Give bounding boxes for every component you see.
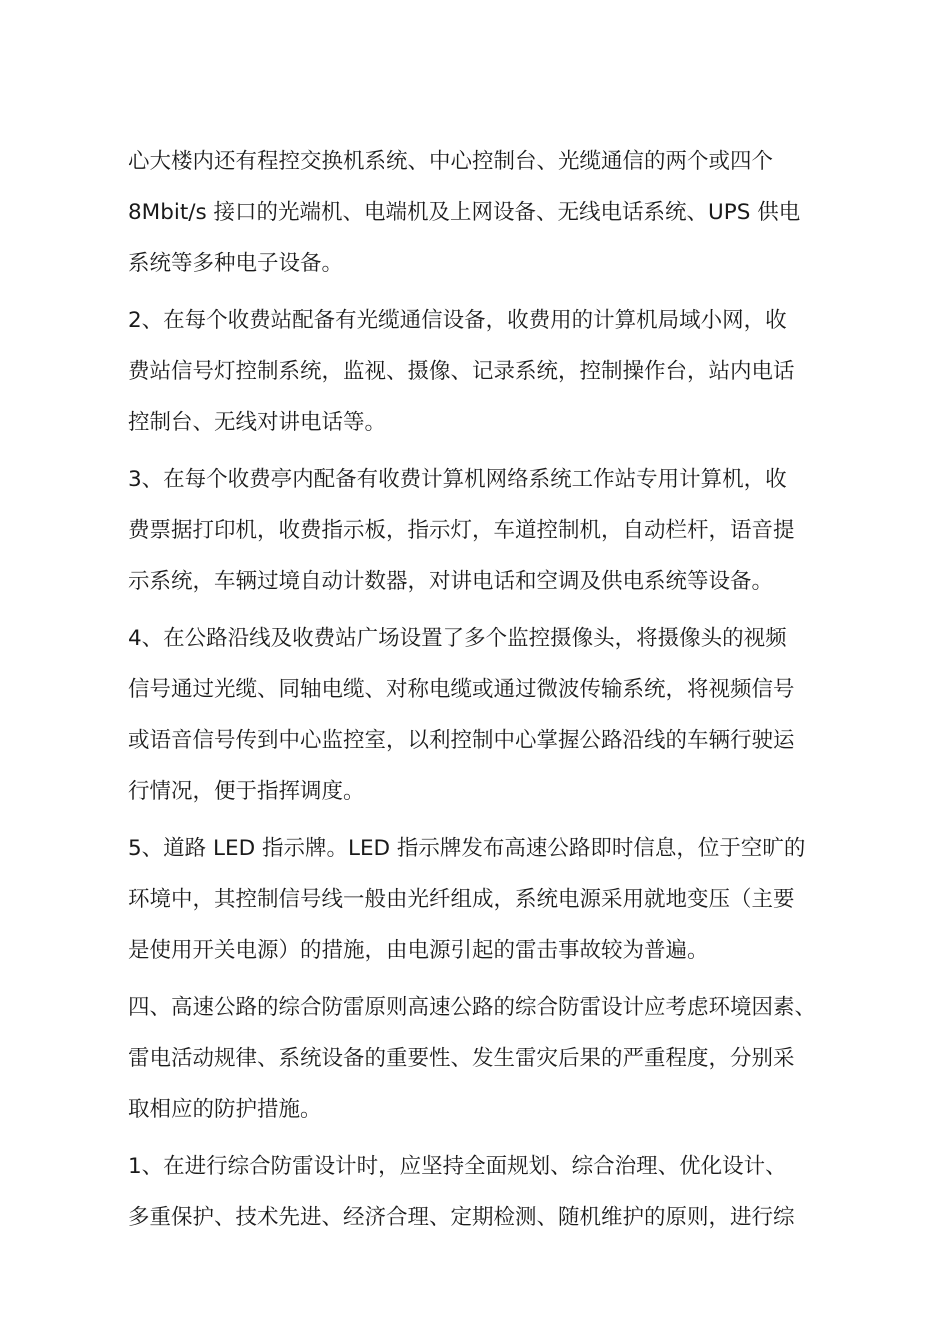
- text-line: 雷电活动规律、系统设备的重要性、发生雷灾后果的严重程度，分别采: [128, 1046, 795, 1071]
- text-line: 是使用开关电源）的措施，由电源引起的雷击事故较为普遍。: [128, 938, 709, 963]
- text-line: 行情况，便于指挥调度。: [128, 779, 365, 804]
- text-line: 四、高速公路的综合防雷原则高速公路的综合防雷设计应考虑环境因素、: [128, 995, 817, 1020]
- paragraph-item-2: [128, 295, 838, 448]
- document-body: [128, 136, 838, 1249]
- text-line: 信号通过光缆、同轴电缆、对称电缆或通过微波传输系统，将视频信号: [128, 677, 795, 702]
- text-line: 多重保护、技术先进、经济合理、定期检测、随机维护的原则，进行综: [128, 1205, 795, 1230]
- text-line: 8Mbit/s 接口的光端机、电端机及上网设备、无线电话系统、UPS 供电: [128, 200, 801, 225]
- text-line: 1、在进行综合防雷设计时，应坚持全面规划、综合治理、优化设计、: [128, 1154, 787, 1179]
- text-line: 或语音信号传到中心监控室，以利控制中心掌握公路沿线的车辆行驶运: [128, 728, 795, 753]
- text-line: 示系统，车辆过境自动计数器，对讲电话和空调及供电系统等设备。: [128, 569, 774, 594]
- text-line: 取相应的防护措施。: [128, 1097, 322, 1122]
- text-line: 5、道路 LED 指示牌。LED 指示牌发布高速公路即时信息，位于空旷的: [128, 836, 806, 861]
- text-line: 3、在每个收费亭内配备有收费计算机网络系统工作站专用计算机，收: [128, 467, 787, 492]
- text-line: 控制台、无线对讲电话等。: [128, 410, 387, 435]
- paragraph-item-4: [128, 613, 838, 817]
- text-line: 环境中，其控制信号线一般由光纤组成，系统电源采用就地变压（主要: [128, 887, 795, 912]
- paragraph-principle-1: [128, 1141, 838, 1243]
- paragraph-item-5: [128, 823, 838, 976]
- text-line: 4、在公路沿线及收费站广场设置了多个监控摄像头，将摄像头的视频: [128, 626, 787, 651]
- text-line: 费站信号灯控制系统，监视、摄像、记录系统，控制操作台，站内电话: [128, 359, 795, 384]
- text-line: 费票据打印机，收费指示板，指示灯，车道控制机，自动栏杆，语音提: [128, 518, 795, 543]
- paragraph-section-4: [128, 982, 838, 1135]
- text-line: 心大楼内还有程控交换机系统、中心控制台、光缆通信的两个或四个: [128, 149, 774, 174]
- paragraph-item-3: [128, 454, 838, 607]
- text-line: 系统等多种电子设备。: [128, 251, 344, 276]
- text-line: 2、在每个收费站配备有光缆通信设备，收费用的计算机局域小网，收: [128, 308, 787, 333]
- paragraph-intro: [128, 136, 838, 289]
